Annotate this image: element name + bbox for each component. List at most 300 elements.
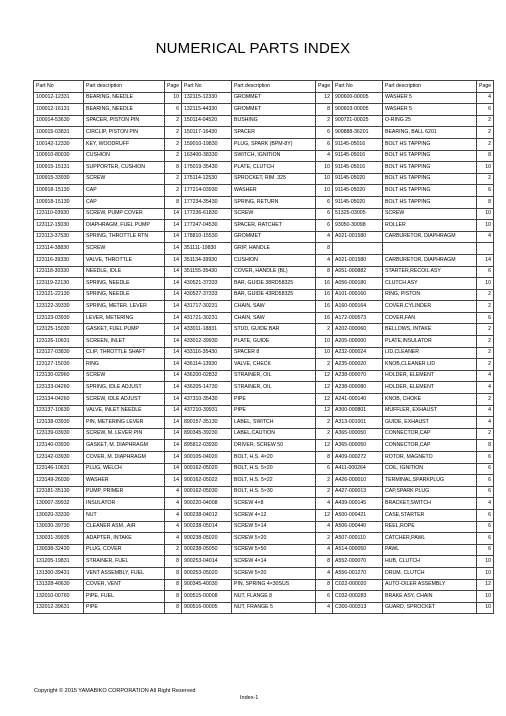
page-number-cell: 2	[477, 115, 494, 127]
part-description-cell: PAWL	[383, 544, 477, 556]
part-description-cell: PIPE	[232, 394, 316, 406]
part-number-cell: A500-000421	[333, 509, 383, 521]
table-row	[34, 405, 494, 417]
part-number-cell: 900238-05014	[182, 521, 232, 533]
page-number-cell: 2	[316, 486, 333, 498]
page-number-cell	[477, 243, 494, 255]
page-number-cell: 12	[316, 382, 333, 394]
page-number-cell: 4	[316, 498, 333, 510]
page-number-cell: 14	[165, 289, 182, 301]
page-number-cell: 6	[477, 185, 494, 197]
page-number: Index-1	[240, 695, 259, 701]
part-description-cell: CHAIN, SAW	[232, 301, 316, 313]
page-number-cell: 6	[477, 452, 494, 464]
page-number-cell: 8	[165, 591, 182, 603]
part-number-cell: 351155-35430	[182, 266, 232, 278]
part-description-cell: MUFFLER, EXHAUST	[383, 405, 477, 417]
table-row	[34, 359, 494, 371]
page-number-cell: 14	[165, 278, 182, 290]
page-number-cell: 6	[477, 104, 494, 116]
part-description-cell: KEY, WOODRUFF	[84, 138, 165, 150]
part-number-cell: 900721-00025	[333, 115, 383, 127]
page-number-cell: 10	[316, 173, 333, 185]
table-row	[34, 301, 494, 313]
table-row	[34, 312, 494, 324]
part-description-cell: ROTOR, MAGNETO	[383, 452, 477, 464]
part-number-cell: 436205-14730	[182, 382, 232, 394]
part-description-cell: LEVER, METERING	[84, 312, 165, 324]
part-description-cell: HOLDER, ELEMENT	[383, 382, 477, 394]
part-number-cell: A556-001270	[333, 567, 383, 579]
part-number-cell: A365-000050	[333, 440, 383, 452]
part-number-cell: 123139-03930	[34, 428, 84, 440]
page-number-cell: 2	[316, 324, 333, 336]
part-description-cell: BRACKET,SWITCH	[383, 498, 477, 510]
part-description-cell: PUMP, PRIMER	[84, 486, 165, 498]
part-number-cell: A427-000013	[333, 486, 383, 498]
part-description-cell: BAR, GUIDE 38RD58325	[232, 278, 316, 290]
page-number-cell: 8	[165, 196, 182, 208]
part-number-cell: 900105-04020	[182, 452, 232, 464]
part-number-cell: A409-000272	[333, 452, 383, 464]
page-number-cell: 4	[477, 405, 494, 417]
part-number-cell: 123127-03830	[34, 347, 84, 359]
page-number-cell: 10	[477, 567, 494, 579]
part-number-cell: 91145-05020	[333, 196, 383, 208]
page-number-cell: 14	[165, 440, 182, 452]
page-number-cell: 10	[477, 220, 494, 232]
page-number-cell: 10	[165, 92, 182, 104]
page-number-cell: 6	[477, 312, 494, 324]
part-description-cell: CARBURETOR, DIAPHRAGM	[383, 231, 477, 243]
part-number-cell: 100015-03831	[34, 127, 84, 139]
part-number-cell: 100142-12330	[34, 138, 84, 150]
part-description-cell: NUT, FLANGE 8	[232, 591, 316, 603]
column-header: Page	[477, 81, 494, 93]
page-number-cell: 2	[477, 289, 494, 301]
part-description-cell: HOLDER, ELEMENT	[383, 370, 477, 382]
part-description-cell: PIN, SPRING 4×30SUS	[232, 579, 316, 591]
part-number-cell: 351111-19830	[182, 243, 232, 255]
part-description-cell: DRIVER, SCREW 50	[232, 440, 316, 452]
part-number-cell: 131300-39431	[34, 567, 84, 579]
part-description-cell: CATCHER,PAWL	[383, 533, 477, 545]
column-header: Page	[165, 81, 182, 93]
part-description-cell: GUIDE, EXHAUST	[383, 417, 477, 429]
table-row	[34, 533, 494, 545]
page-number-cell: 6	[316, 127, 333, 139]
part-number-cell: 123127-15030	[34, 359, 84, 371]
table-row	[34, 243, 494, 255]
page-number-cell: 2	[316, 417, 333, 429]
part-number-cell: 123112-15030	[34, 220, 84, 232]
part-number-cell: 123121-22130	[34, 289, 84, 301]
part-description-cell: LABEL,CAUTION	[232, 428, 316, 440]
part-description-cell: BOLT HS TAPPING	[383, 196, 477, 208]
part-number-cell: 91145-05020	[333, 173, 383, 185]
part-number-cell: A051-000882	[333, 266, 383, 278]
page-number-cell: 12	[316, 509, 333, 521]
part-number-cell: 150117-16430	[182, 127, 232, 139]
table-row	[34, 254, 494, 266]
page-number-cell: 14	[165, 231, 182, 243]
table-row	[34, 289, 494, 301]
page-number-cell: 4	[165, 509, 182, 521]
part-description-cell: CONNECTOR,CAP	[383, 428, 477, 440]
page-number-cell: 8	[316, 266, 333, 278]
part-number-cell: 91145-05016	[333, 150, 383, 162]
part-description-cell: BELLOWS, INTAKE	[383, 324, 477, 336]
part-description-cell: CAP	[84, 185, 165, 197]
page-number-cell: 14	[165, 452, 182, 464]
part-number-cell: 177234-35430	[182, 196, 232, 208]
part-number-cell: 895812-03930	[182, 440, 232, 452]
part-number-cell: 900238-05020	[182, 533, 232, 545]
part-number-cell: C022-000020	[333, 579, 383, 591]
part-number-cell: 130030-39730	[34, 521, 84, 533]
part-description-cell: NUT	[84, 509, 165, 521]
page-number-cell: 14	[165, 266, 182, 278]
part-number-cell: A552-000070	[333, 556, 383, 568]
page-number-cell: 12	[316, 370, 333, 382]
part-description-cell: CHAIN, SAW	[232, 312, 316, 324]
part-number-cell: 100918-15130	[34, 196, 84, 208]
part-description-cell: GASKET, FUEL PUMP	[84, 324, 165, 336]
part-description-cell: CLUTCH ASY	[383, 278, 477, 290]
page-number-cell: 12	[316, 405, 333, 417]
part-description-cell: SCREW 5×20	[232, 567, 316, 579]
part-description-cell: COVER, M. DIAPHRAGM	[84, 452, 165, 464]
table-row	[34, 336, 494, 348]
part-description-cell: VALVE, THROTTLE	[84, 254, 165, 266]
part-number-cell: A160-000164	[333, 301, 383, 313]
table-row	[34, 370, 494, 382]
table-row	[34, 602, 494, 614]
part-description-cell: PLATE,INSULATOR	[383, 336, 477, 348]
table-row	[34, 567, 494, 579]
part-description-cell: STRAINER, OIL	[232, 370, 316, 382]
part-number-cell: 93050-30098	[333, 220, 383, 232]
part-description-cell: STRAINER, OIL	[232, 382, 316, 394]
part-description-cell: COIL, IGNITION	[383, 463, 477, 475]
part-description-cell: SPRING, NEEDLE	[84, 278, 165, 290]
part-description-cell: SPRING, IDLE ADJUST	[84, 382, 165, 394]
part-number-cell: 123130-02960	[34, 370, 84, 382]
table-row	[34, 127, 494, 139]
part-description-cell: RING	[84, 359, 165, 371]
part-number-cell: 900253-04014	[182, 556, 232, 568]
column-header: Part description	[383, 81, 477, 93]
page-number-cell: 8	[477, 440, 494, 452]
page-number-cell: 4	[316, 231, 333, 243]
page-number-cell: 6	[316, 463, 333, 475]
page-number-cell: 6	[316, 208, 333, 220]
page-number-cell: 4	[316, 254, 333, 266]
part-description-cell: GUARD, SPROCKET	[383, 602, 477, 614]
page-number-cell: 6	[477, 486, 494, 498]
part-number-cell: 130007-39932	[34, 498, 84, 510]
page-number-cell: 2	[316, 428, 333, 440]
part-description-cell: BEARING, BALL 6201	[383, 127, 477, 139]
part-description-cell: COVER,FAN	[383, 312, 477, 324]
part-number-cell: 175019-35430	[182, 162, 232, 174]
part-description-cell: INSULATOR	[84, 498, 165, 510]
part-number-cell: 900888-36201	[333, 127, 383, 139]
part-description-cell: GROMMET	[232, 231, 316, 243]
part-description-cell: NUT, FRANGE 5	[232, 602, 316, 614]
part-description-cell: PLATE, CLUTCH	[232, 162, 316, 174]
page-number-cell: 8	[165, 567, 182, 579]
page-number-cell: 6	[165, 104, 182, 116]
part-description-cell: SWITCH, IGNITION	[232, 150, 316, 162]
page-number-cell: 2	[477, 324, 494, 336]
page-number-cell: 2	[477, 336, 494, 348]
table-row	[34, 185, 494, 197]
page-number-cell: 4	[165, 498, 182, 510]
page-number-cell: 10	[477, 162, 494, 174]
page-number-cell: 10	[316, 347, 333, 359]
table-row	[34, 556, 494, 568]
page-number-cell: 14	[165, 370, 182, 382]
part-number-cell: 177236-61830	[182, 208, 232, 220]
part-description-cell: STRAINER, FUEL	[84, 556, 165, 568]
part-number-cell: 437310-35430	[182, 394, 232, 406]
page-number-cell: 4	[316, 521, 333, 533]
part-description-cell: SCREW	[232, 208, 316, 220]
page-number-cell: 6	[477, 544, 494, 556]
page-number-cell: 8	[165, 162, 182, 174]
part-description-cell: BUSHING	[232, 115, 316, 127]
part-description-cell: NEEDLE, IDLE	[84, 266, 165, 278]
part-number-cell: 431717-30231	[182, 301, 232, 313]
table-row	[34, 208, 494, 220]
page-number-cell: 6	[477, 475, 494, 487]
part-number-cell: 900253-05020	[182, 567, 232, 579]
part-number-cell: 433012-39930	[182, 336, 232, 348]
part-description-cell: PLUG, WELCH	[84, 463, 165, 475]
part-number-cell: 431721-30231	[182, 312, 232, 324]
page-number-cell: 16	[316, 278, 333, 290]
page-number-cell: 14	[165, 359, 182, 371]
part-description-cell: COVER, HANDLE (BL)	[232, 266, 316, 278]
page-number-cell: 14	[165, 405, 182, 417]
part-description-cell: REEL,ROPE	[383, 521, 477, 533]
table-row	[34, 475, 494, 487]
part-description-cell: PLUG, SPARK (BPM-8Y)	[232, 138, 316, 150]
part-description-cell: PIPE	[84, 602, 165, 614]
table-row	[34, 104, 494, 116]
part-number-cell: 100915-15131	[34, 162, 84, 174]
table-row	[34, 440, 494, 452]
part-description-cell: PIPE	[232, 405, 316, 417]
part-number-cell: 123123-03930	[34, 312, 84, 324]
part-number-cell: 132012-39631	[34, 602, 84, 614]
part-number-cell: 150114-04520	[182, 115, 232, 127]
part-number-cell: A172-000573	[333, 312, 383, 324]
table-row	[34, 266, 494, 278]
part-description-cell: HUB, CLUTCH	[383, 556, 477, 568]
table-row	[34, 150, 494, 162]
page-number-cell: 10	[477, 602, 494, 614]
page-number-cell: 2	[477, 428, 494, 440]
part-number-cell: 123149-26030	[34, 475, 84, 487]
page-number-cell: 14	[165, 243, 182, 255]
page-number-cell: 2	[165, 115, 182, 127]
part-number-cell: 177214-03930	[182, 185, 232, 197]
part-number-cell: A411-000264	[333, 463, 383, 475]
part-description-cell: CARBURETOR, DIAPHRAGM	[383, 254, 477, 266]
part-number-cell: 433116-35430	[182, 347, 232, 359]
page-number-cell: 6	[477, 266, 494, 278]
part-number-cell: A300-000801	[333, 405, 383, 417]
part-description-cell: BOLT, H.S. 5×20	[232, 463, 316, 475]
page-number-cell: 2	[477, 394, 494, 406]
part-description-cell: SCREEN, INLET	[84, 336, 165, 348]
parts-index-table	[33, 80, 494, 614]
page-number-cell: 14	[165, 301, 182, 313]
part-description-cell: PIN, METERING LEVER	[84, 417, 165, 429]
part-description-cell: SPACER, PISTON PIN	[84, 115, 165, 127]
part-number-cell: A101-000160	[333, 289, 383, 301]
page-number-cell: 2	[477, 138, 494, 150]
table-row	[34, 382, 494, 394]
part-number-cell: 100918-15130	[34, 185, 84, 197]
part-number-cell: 100915-33930	[34, 173, 84, 185]
part-description-cell: LABEL, SWITCH	[232, 417, 316, 429]
part-description-cell: AUTO-OILER ASSEMBLY	[383, 579, 477, 591]
part-number-cell: 900238-05050	[182, 544, 232, 556]
part-number-cell: 123146-10631	[34, 463, 84, 475]
page-number-cell: 8	[316, 104, 333, 116]
part-description-cell: SUPPORTER, CUSHION	[84, 162, 165, 174]
page-number-cell: 4	[477, 92, 494, 104]
part-description-cell: SPRING, RETURN	[232, 196, 316, 208]
table-row	[34, 115, 494, 127]
table-body	[34, 92, 494, 614]
part-description-cell: SPROCKET, RIM .325	[232, 173, 316, 185]
page-number-cell: 2	[477, 347, 494, 359]
part-number-cell: 900162-05020	[182, 463, 232, 475]
part-number-cell: A426-000010	[333, 475, 383, 487]
page-number-cell: 6	[477, 509, 494, 521]
page-number-cell: 8	[316, 579, 333, 591]
page-number-cell: 10	[316, 336, 333, 348]
part-number-cell: A506-000440	[333, 521, 383, 533]
table-row	[34, 428, 494, 440]
part-description-cell: VALVE, CHECK	[232, 359, 316, 371]
part-number-cell: A202-000060	[333, 324, 383, 336]
part-number-cell: A365-000050	[333, 428, 383, 440]
page-number-cell: 12	[316, 92, 333, 104]
page-number-cell: 8	[165, 556, 182, 568]
page-number-cell: 2	[165, 544, 182, 556]
part-description-cell: SCREW, M. LEVER PIN	[84, 428, 165, 440]
part-description-cell: PLUG, COVER	[84, 544, 165, 556]
part-description-cell: KNOB,CLEANER LID	[383, 359, 477, 371]
part-description-cell	[383, 243, 477, 255]
part-description-cell: O-RING 25	[383, 115, 477, 127]
part-description-cell: SPRING, METER. LEVER	[84, 301, 165, 313]
page-number-cell: 14	[165, 312, 182, 324]
page-number-cell: 8	[316, 452, 333, 464]
part-number-cell: 132115-12330	[182, 92, 232, 104]
part-number-cell: 130020-33330	[34, 509, 84, 521]
part-description-cell: VENT ASSEMBLY, FUEL	[84, 567, 165, 579]
page-number-cell: 6	[316, 196, 333, 208]
part-description-cell: SCREW	[383, 208, 477, 220]
part-number-cell: 890345-39230	[182, 428, 232, 440]
part-description-cell: SCREW	[84, 243, 165, 255]
part-description-cell: STARTER,RECOIL ASY	[383, 266, 477, 278]
part-number-cell: A238-000080	[333, 382, 383, 394]
part-number-cell: 175114-12530	[182, 173, 232, 185]
page-number-cell: 4	[316, 544, 333, 556]
part-description-cell: SPACER 8	[232, 347, 316, 359]
part-description-cell: ADAPTER, INTAKE	[84, 533, 165, 545]
page-number-cell: 12	[316, 440, 333, 452]
column-header: Part No	[182, 81, 232, 93]
part-number-cell: 130038-32430	[34, 544, 84, 556]
page-number-cell: 4	[316, 567, 333, 579]
table-row	[34, 591, 494, 603]
part-description-cell: CUSHION	[84, 150, 165, 162]
part-number-cell: 91145-05020	[333, 185, 383, 197]
part-number-cell: 163400-38330	[182, 150, 232, 162]
part-number-cell: 436114-13930	[182, 359, 232, 371]
part-number-cell: 100910-80030	[34, 150, 84, 162]
part-description-cell: SPACER	[232, 127, 316, 139]
part-description-cell: CASE,STARTER	[383, 509, 477, 521]
part-number-cell: 123134-04260	[34, 394, 84, 406]
part-number-cell: A507-000110	[333, 533, 383, 545]
part-number-cell: 123113-37530	[34, 231, 84, 243]
part-number-cell: 123118-30330	[34, 266, 84, 278]
part-number-cell: 123110-03930	[34, 208, 84, 220]
page-number-cell: 8	[316, 556, 333, 568]
table-row	[34, 486, 494, 498]
page-number-cell: 2	[316, 475, 333, 487]
part-number-cell: 900600-00005	[333, 92, 383, 104]
part-description-cell: CLIP, THROTTLE SHAFT	[84, 347, 165, 359]
part-number-cell: 100012-16131	[34, 104, 84, 116]
part-number-cell: A514-000050	[333, 544, 383, 556]
part-description-cell: SPRING, THROTTLE RTN	[84, 231, 165, 243]
part-description-cell: SCREW 5×20	[232, 533, 316, 545]
page-number-cell: 14	[165, 463, 182, 475]
column-header: Part No	[34, 81, 84, 93]
part-description-cell: WASHER 5	[383, 104, 477, 116]
part-number-cell: A238-000070	[333, 370, 383, 382]
page-number-cell: 6	[316, 138, 333, 150]
part-number-cell: 131205-19831	[34, 556, 84, 568]
part-description-cell: PLATE, GUIDE	[232, 336, 316, 348]
page-number-cell: 14	[165, 347, 182, 359]
part-number-cell: 178810-15530	[182, 231, 232, 243]
part-description-cell: BEARING, NEEDLE	[84, 92, 165, 104]
table-row	[34, 452, 494, 464]
page-number-cell: 6	[477, 521, 494, 533]
page-number-cell: 4	[165, 521, 182, 533]
page-number-cell: 10	[477, 208, 494, 220]
part-number-cell: 51325-03005	[333, 208, 383, 220]
part-number-cell: 900162-05022	[182, 475, 232, 487]
page-number-cell: 2	[165, 173, 182, 185]
page-number-cell: 16	[316, 289, 333, 301]
part-number-cell: C032-000283	[333, 591, 383, 603]
part-description-cell: BEARING, NEEDLE	[84, 104, 165, 116]
column-header: Part description	[232, 81, 316, 93]
table-row	[34, 498, 494, 510]
